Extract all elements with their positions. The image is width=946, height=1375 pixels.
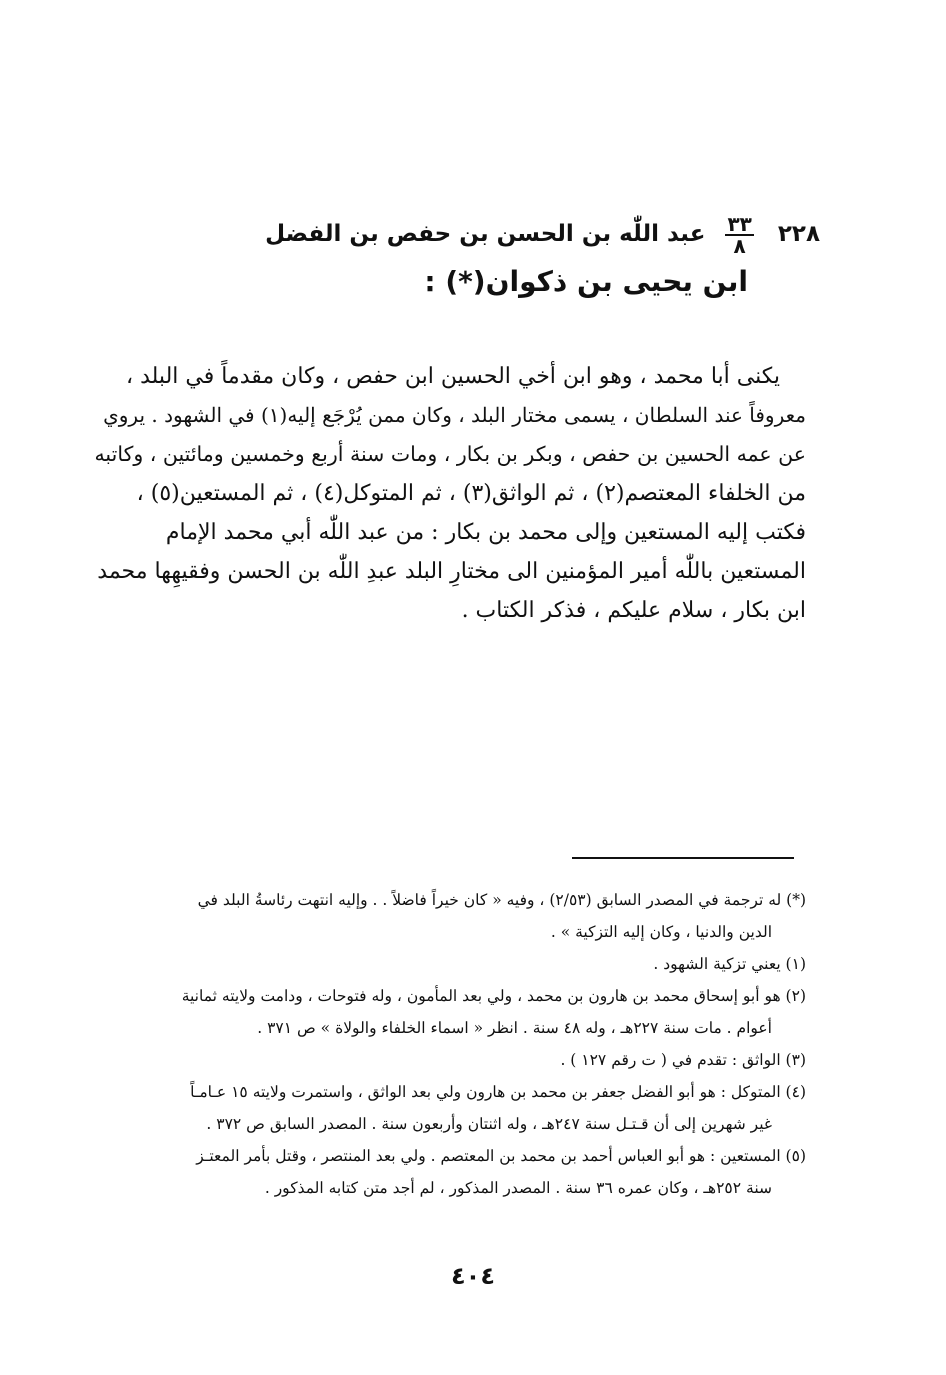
footnote-star (90, 884, 806, 948)
body-line: يكنى أبا محمد ، وهو ابن أخي الحسين ابن حفص ، وكان مقدماً في البلد ، (126, 364, 780, 389)
page-number: ٤٠٤ (451, 1262, 495, 1290)
footnote-3 (90, 1044, 806, 1076)
footnote-line: أعوام . مات سنة ٢٢٧هـ ، وله ٤٨ سنة . انظر « اسماء الخلفاء والولاة » ص ٣٧١ . (257, 1019, 772, 1037)
footnote-line: (١) يعني تزكية الشهود . (653, 955, 806, 973)
footnotes (90, 884, 806, 1204)
footnote-line: (٤) المتوكل : هو أبو الفضل جعفر بن محمد بن هارون ولي بعد الواثق ، واستمرت ولايته ١٥ عـامـاً (190, 1083, 806, 1101)
fraction-numerator: ٣٣ (727, 211, 752, 236)
entry-heading (260, 208, 820, 304)
heading-line-1 (260, 208, 820, 260)
fraction-denominator: ٨ (733, 233, 746, 258)
footnote-line: (٢) هو أبو إسحاق محمد بن هارون بن محمد ، ولي بعد المأمون ، وله فتوحات ، ودامت ولايته ثمانية (181, 987, 806, 1005)
footnote-line: (٣) الواثق : تقدم في ( ت رقم ١٢٧ ) . (560, 1051, 806, 1069)
entry-number: ٢٢٨ (777, 221, 820, 247)
body-line: معروفاً عند السلطان ، يسمى مختار البلد ، وكان ممن يُرْجَع إليه(١) في الشهود . يروي (103, 403, 806, 427)
footnote-2 (90, 980, 806, 1044)
footnote-line: (*) له ترجمة في المصدر السابق (٢/٥٣) ، وفيه « كان خيراً فاضلاً . . وإليه انتهت رئاسةُ البلد في (197, 891, 806, 909)
footnote-line: غير شهرين إلى أن قـتـل سنة ٢٤٧هـ ، وله اثنتان وأربعون سنة . المصدر السابق ص ٣٧٢ . (206, 1115, 772, 1133)
footnote-separator (572, 857, 794, 859)
footnote-4 (90, 1076, 806, 1140)
entry-fraction (725, 211, 753, 258)
heading-name-text: عبد اللّٰه بن الحسن بن حفص بن الفضل (265, 221, 706, 247)
entry-body (90, 357, 806, 630)
body-line: من الخلفاء المعتصم(٢) ، ثم الواثق(٣) ، ثم المتوكل(٤) ، ثم المستعين(٥) ، (136, 481, 806, 506)
body-line: ابن بكار ، سلام عليكم ، فذكر الكتاب . (461, 598, 806, 623)
footnote-line: (٥) المستعين : هو أبو العباس أحمد بن محمد بن المعتصم . ولي بعد المنتصر ، وقتل بأمر المعتـز (196, 1147, 806, 1165)
body-line: عن عمه الحسين بن حفص ، وبكر بن بكار ، ومات سنة أربع وخمسين ومائتين ، وكاتبه (94, 442, 806, 466)
footnote-1 (90, 948, 806, 980)
footnote-5 (90, 1140, 806, 1204)
heading-line-2: ابن يحيى بن ذكوان(*) : (424, 265, 748, 298)
footnote-line: سنة ٢٥٢هـ ، وكان عمره ٣٦ سنة . المصدر المذكور ، لم أجد متن كتابه المذكور . (264, 1179, 772, 1197)
body-line: فكتب إليه المستعين وإلى محمد بن بكار : من عبد اللّٰه أبي محمد الإمام (165, 520, 806, 545)
body-line: المستعين باللّٰه أمير المؤمنين الى مختارِ البلد عبدِ اللّٰه بن الحسن وفقيهِها محمد (97, 559, 806, 584)
footnote-line: الدين والدنيا ، وكان إليه التزكية » . (550, 923, 772, 941)
